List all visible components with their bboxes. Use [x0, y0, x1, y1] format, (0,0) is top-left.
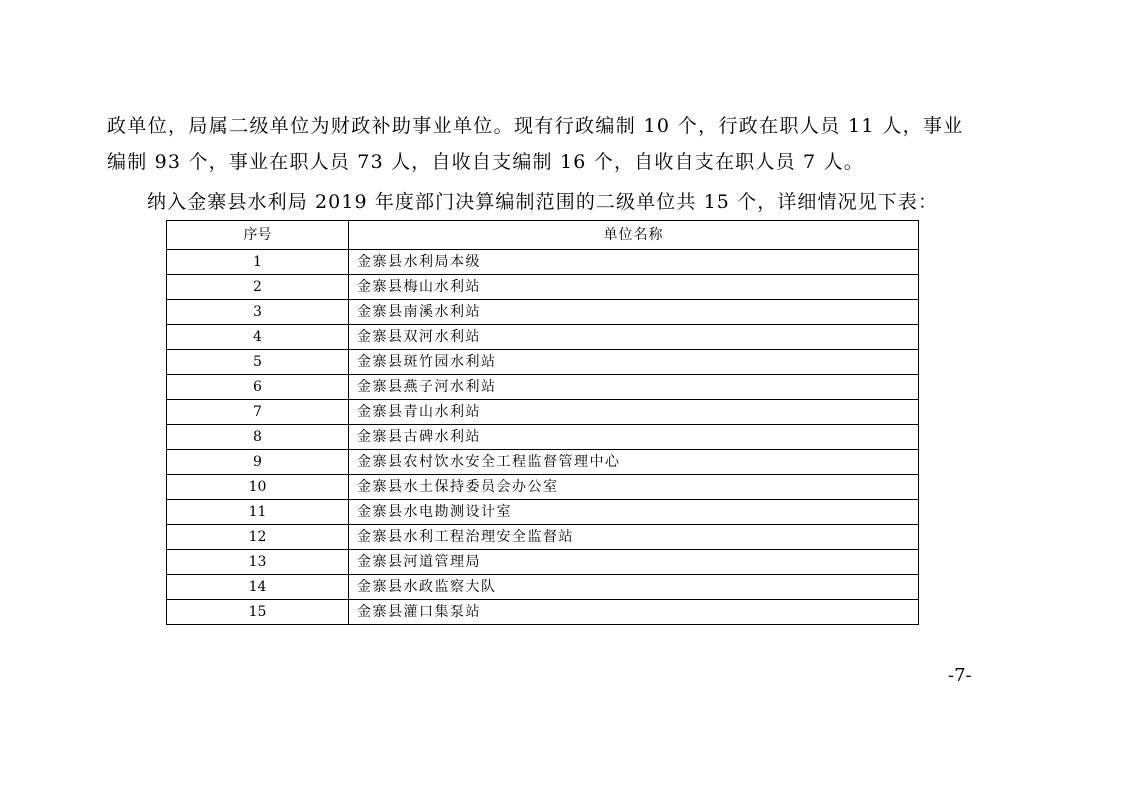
row-unit-name: 金寨县农村饮水安全工程监督管理中心: [349, 450, 919, 475]
row-unit-name: 金寨县水电勘测设计室: [349, 500, 919, 525]
row-seq: 5: [167, 350, 349, 375]
row-seq: 2: [167, 275, 349, 300]
row-unit-name: 金寨县南溪水利站: [349, 300, 919, 325]
page-number: -7-: [948, 665, 972, 686]
table-row: [167, 525, 919, 550]
row-unit-name: 金寨县斑竹园水利站: [349, 350, 919, 375]
row-unit-name: 金寨县水利工程治理安全监督站: [349, 525, 919, 550]
table-header-row: [167, 221, 919, 250]
table-row: [167, 450, 919, 475]
table-row: [167, 575, 919, 600]
row-unit-name: 金寨县河道管理局: [349, 550, 919, 575]
row-unit-name: 金寨县灌口集泵站: [349, 600, 919, 625]
row-unit-name: 金寨县双河水利站: [349, 325, 919, 350]
row-seq: 8: [167, 425, 349, 450]
row-seq: 12: [167, 525, 349, 550]
table-row: [167, 275, 919, 300]
row-seq: 9: [167, 450, 349, 475]
row-seq: 11: [167, 500, 349, 525]
row-seq: 4: [167, 325, 349, 350]
table-body: [167, 250, 919, 625]
row-unit-name: 金寨县水利局本级: [349, 250, 919, 275]
row-unit-name: 金寨县水政监察大队: [349, 575, 919, 600]
row-seq: 1: [167, 250, 349, 275]
header-unit-name: 单位名称: [349, 221, 919, 250]
row-unit-name: 金寨县古碑水利站: [349, 425, 919, 450]
table-row: [167, 475, 919, 500]
body-paragraph-line-2: 编制 93 个，事业在职人员 73 人，自收自支编制 16 个，自收自支在职人员 7 人。: [107, 151, 864, 173]
row-unit-name: 金寨县青山水利站: [349, 400, 919, 425]
table-row: [167, 425, 919, 450]
row-unit-name: 金寨县燕子河水利站: [349, 375, 919, 400]
row-seq: 13: [167, 550, 349, 575]
table-row: [167, 250, 919, 275]
row-seq: 7: [167, 400, 349, 425]
table-row: [167, 375, 919, 400]
header-seq: 序号: [167, 221, 349, 250]
row-seq: 14: [167, 575, 349, 600]
row-seq: 15: [167, 600, 349, 625]
row-unit-name: 金寨县水土保持委员会办公室: [349, 475, 919, 500]
table-row: [167, 325, 919, 350]
row-seq: 10: [167, 475, 349, 500]
units-table: [166, 220, 919, 625]
table-row: [167, 500, 919, 525]
table-row: [167, 600, 919, 625]
table-row: [167, 300, 919, 325]
row-unit-name: 金寨县梅山水利站: [349, 275, 919, 300]
row-seq: 6: [167, 375, 349, 400]
table-row: [167, 400, 919, 425]
body-paragraph-line-1: 政单位，局属二级单位为财政补助事业单位。现有行政编制 10 个，行政在职人员 11 人，事业: [107, 115, 964, 137]
body-paragraph-line-3: 纳入金寨县水利局 2019 年度部门决算编制范围的二级单位共 15 个，详细情况见下表：: [147, 191, 939, 213]
table-row: [167, 350, 919, 375]
row-seq: 3: [167, 300, 349, 325]
table-row: [167, 550, 919, 575]
